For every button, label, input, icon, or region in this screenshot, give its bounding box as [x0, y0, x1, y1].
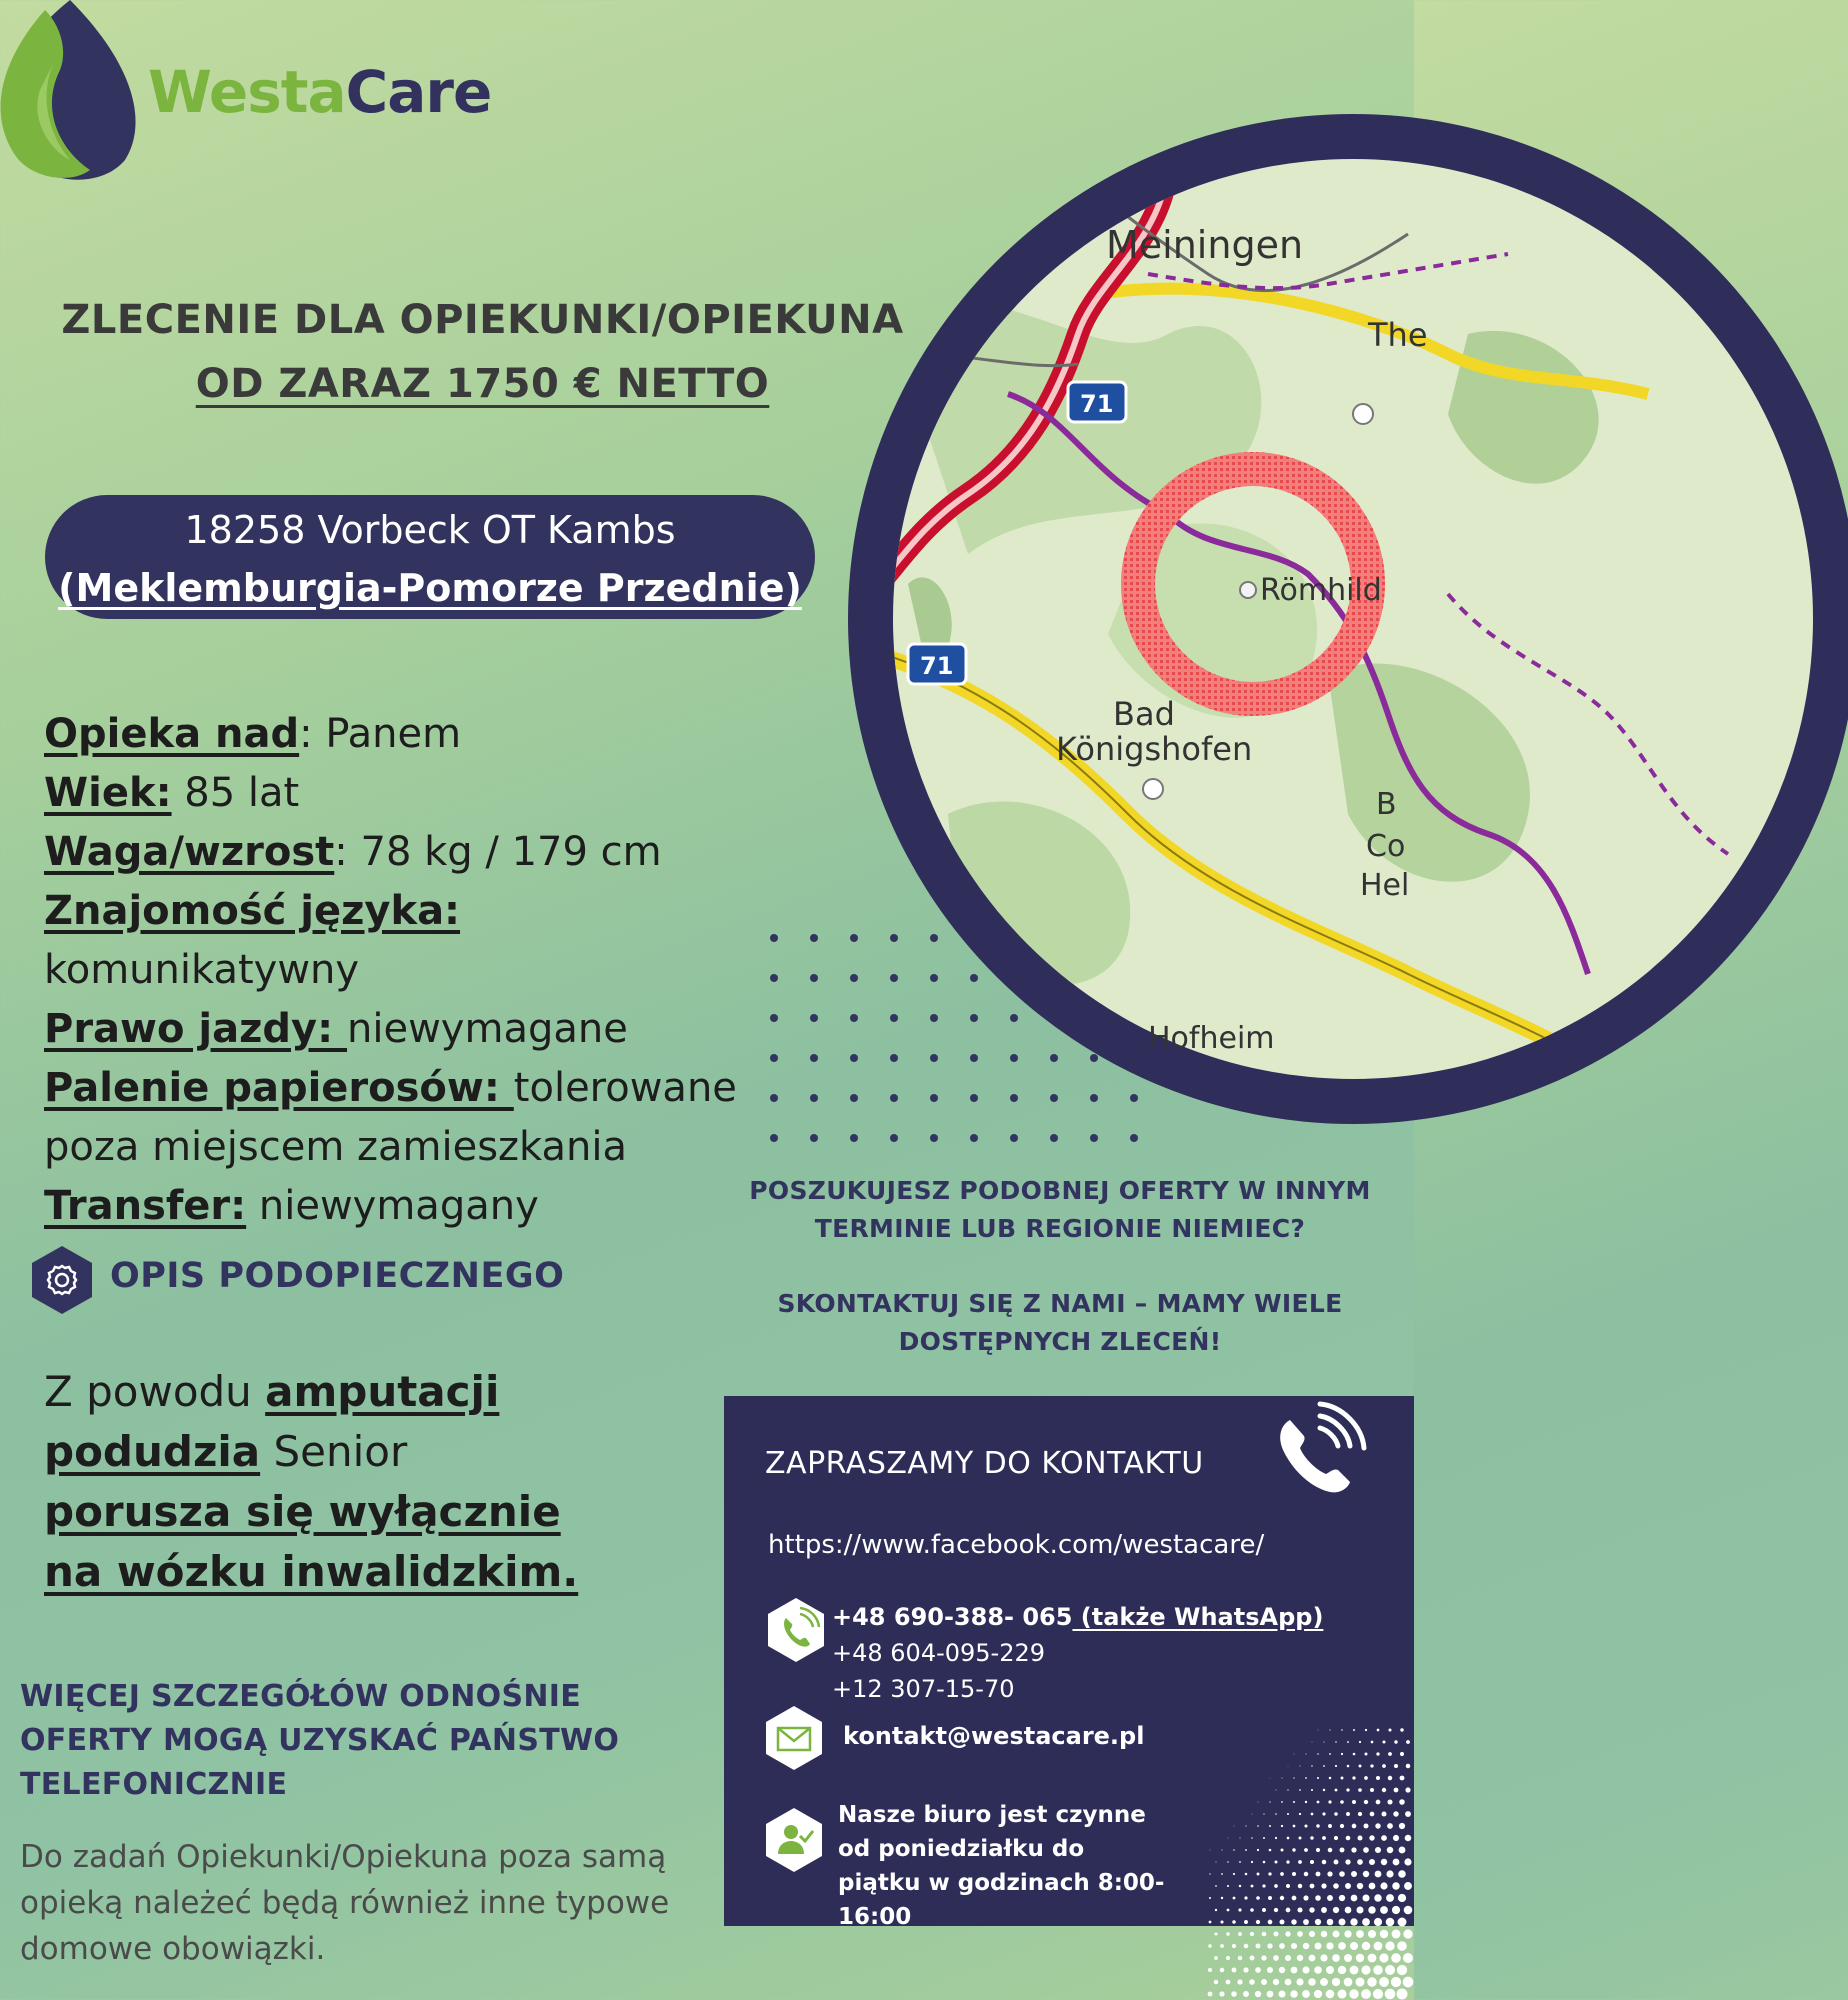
- headline-title: ZLECENIE DLA OPIEKUNKI/OPIEKUNA: [61, 297, 904, 343]
- headline: [20, 288, 945, 416]
- svg-text:Meiningen: Meiningen: [1106, 223, 1304, 267]
- offer-question: POSZUKUJESZ PODOBNEJ OFERTY W INNYM TERMINIE LUB REGIONIE NIEMIEC?: [749, 1176, 1371, 1243]
- office-hours: Nasze biuro jest czynne od poniedziałku do piątku w godzinach 8:00-16:00: [838, 1802, 1165, 1930]
- svg-text:Hofheim: Hofheim: [1148, 1021, 1275, 1056]
- more-info-text: WIĘCEJ SZCZEGÓŁÓW ODNOŚNIE OFERTY MOGĄ UZYSKAĆ PAŃSTWO TELEFONICZNIE: [20, 1679, 620, 1802]
- svg-text:Co: Co: [1366, 829, 1406, 864]
- offer-cta: SKONTAKTUJ SIĘ Z NAMI – MAMY WIELE DOSTĘPNYCH ZLECEŃ!: [777, 1289, 1343, 1356]
- detail-row: Znajomość języka: komunikatywny: [44, 888, 461, 993]
- phone-secondary[interactable]: +48 604-095-229: [832, 1639, 1046, 1667]
- svg-text:B: B: [1376, 787, 1397, 822]
- email-link[interactable]: kontakt@westacare.pl: [843, 1722, 1145, 1750]
- headline-salary: OD ZARAZ 1750 € NETTO: [195, 361, 770, 407]
- phone-tertiary[interactable]: +12 307-15-70: [832, 1675, 1015, 1703]
- decorative-halftone: [1210, 1730, 1414, 2000]
- contact-title: ZAPRASZAMY DO KONTAKTU: [765, 1446, 1204, 1481]
- location-region: (Meklemburgia-Pomorze Przednie): [58, 566, 802, 610]
- detail-row: Waga/wzrost: 78 kg / 179 cm: [44, 829, 662, 875]
- facebook-link[interactable]: https://www.facebook.com/westacare/: [768, 1530, 1265, 1560]
- tasks-text: Do zadań Opiekunki/Opiekuna poza samą opieką należeć będą również inne typowe domowe obowiązki.: [20, 1839, 670, 1967]
- detail-row: Transfer: niewymagany: [44, 1183, 539, 1229]
- svg-text:71: 71: [1080, 390, 1114, 418]
- svg-text:Königshofen: Königshofen: [1056, 730, 1253, 768]
- care-details: [44, 705, 784, 1236]
- detail-row: Prawo jazdy: niewymagane: [44, 1006, 628, 1052]
- phone-primary[interactable]: +48 690-388- 065 (także WhatsApp): [832, 1603, 1324, 1631]
- section-title: OPIS PODOPIECZNEGO: [110, 1256, 565, 1296]
- phone-icon: [1268, 1400, 1368, 1500]
- svg-text:Römhild: Römhild: [1260, 573, 1382, 608]
- user-check-icon: [764, 1806, 824, 1874]
- svg-text:Bad: Bad: [1113, 695, 1175, 733]
- patient-description: Z powodu amputacji podudzia Senior porusza się wyłącznie na wózku inwalidzkim.: [44, 1367, 579, 1596]
- svg-text:Hel: Hel: [1360, 868, 1410, 903]
- gear-icon: [30, 1244, 94, 1316]
- svg-text:The: The: [1368, 316, 1428, 354]
- detail-row: Palenie papierosów: tolerowane poza miejscem zamieszkania: [44, 1065, 737, 1170]
- mail-icon: [764, 1704, 824, 1772]
- phone-call-icon: [766, 1596, 826, 1664]
- svg-text:71: 71: [920, 652, 954, 680]
- location-map: [848, 114, 1848, 1124]
- location-city: 18258 Vorbeck OT Kambs: [184, 508, 676, 552]
- logo-wordmark: WestaCare: [148, 58, 492, 126]
- detail-row: Opieka nad: Panem: [44, 711, 462, 757]
- detail-row: Wiek: 85 lat: [44, 770, 300, 816]
